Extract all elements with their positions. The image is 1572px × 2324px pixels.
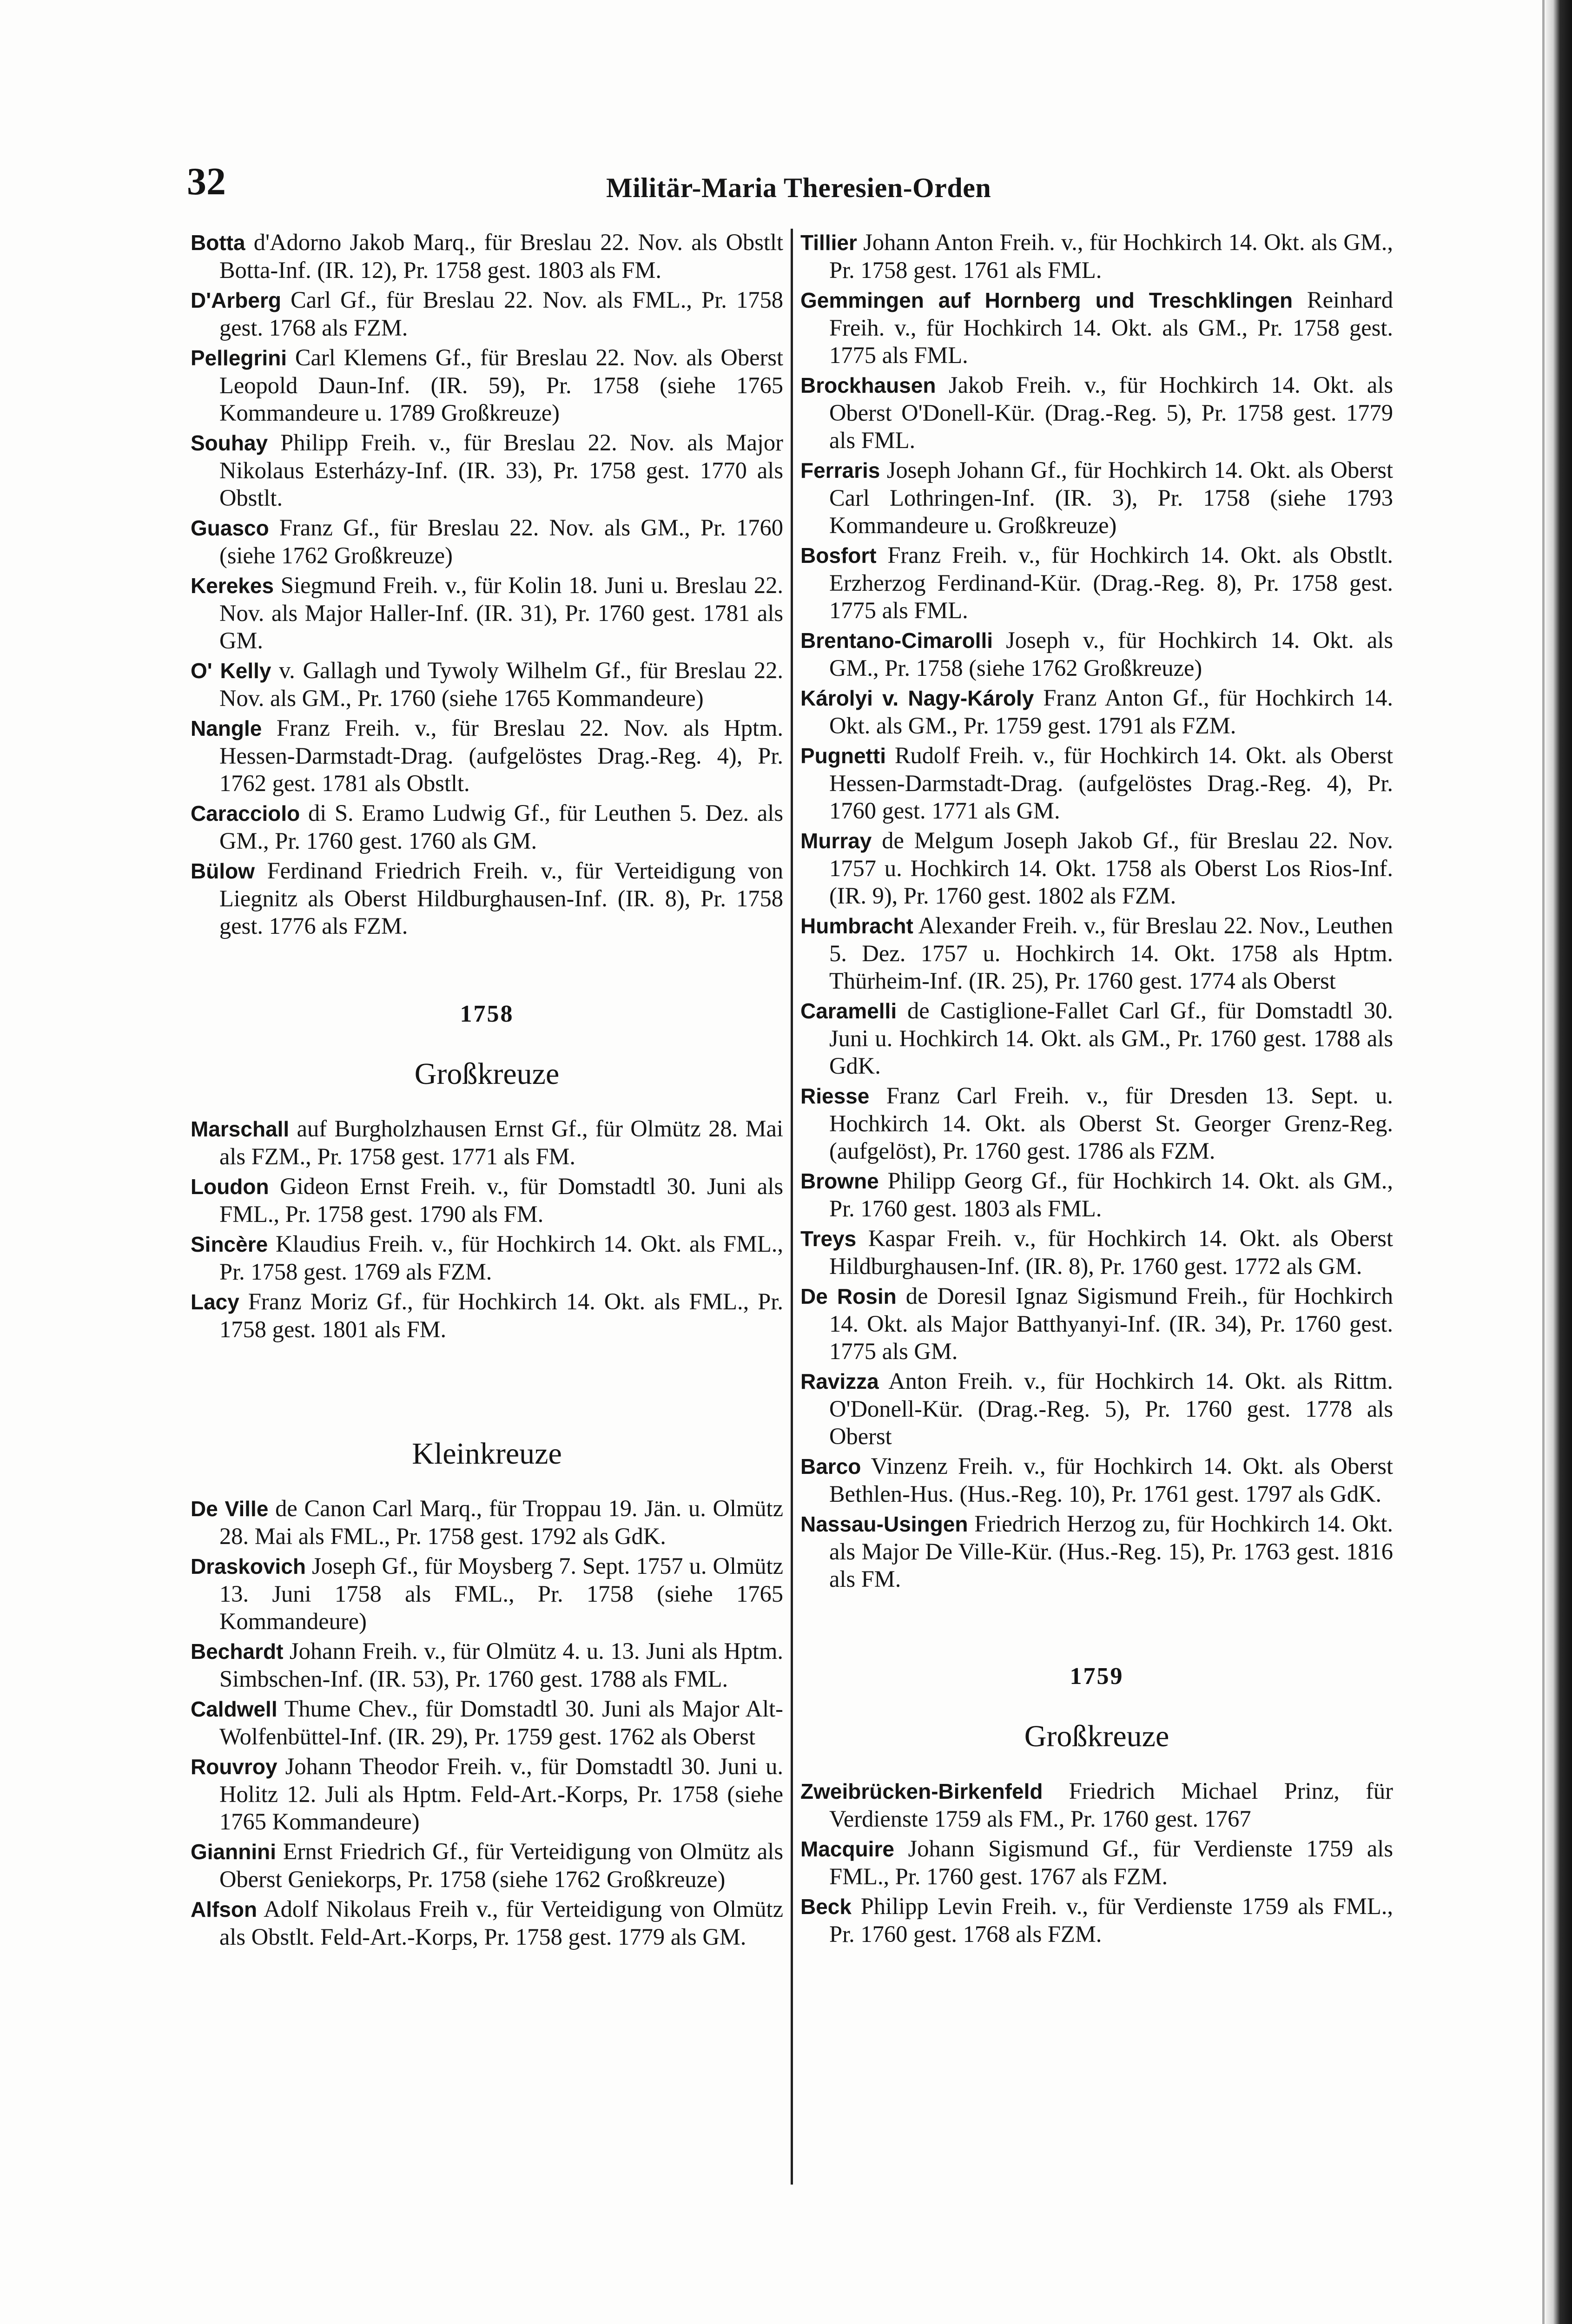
entry-name: Lacy [191, 1290, 239, 1314]
entry-text: Anton Freih. v., für Hochkirch 14. Okt. als Rittm. O'Donell-Kür. (Drag.-Reg. 5), Pr. 1760 gest. 1778 als Oberst [829, 1368, 1393, 1449]
entry-text: Ferdinand Friedrich Freih. v., für Verteidigung von Liegnitz als Oberst Hildburghausen-Inf. (IR. 8), Pr. 1758 gest. 1776 als FZM. [219, 858, 783, 939]
entry-text: Johann Anton Freih. v., für Hochkirch 14. Okt. als GM., Pr. 1758 gest. 1761 als FML. [829, 229, 1393, 283]
year-heading: 1759 [1070, 1663, 1124, 1690]
entry-text: de Castiglione-Fallet Carl Gf., für Domstadtl 30. Juni u. Hochkirch 14. Okt. als GM., Pr. 1760 gest. 1788 als GdK. [829, 997, 1393, 1079]
entry-text: Jakob Freih. v., für Hochkirch 14. Okt. als Oberst O'Donell-Kür. (Drag.-Reg. 5), Pr. 1758 gest. 1779 als FML. [829, 372, 1393, 453]
entry-text: auf Burgholzhausen Ernst Gf., für Olmütz 28. Mai als FZM., Pr. 1758 gest. 1771 als FM. [219, 1116, 783, 1169]
entry-name: Brentano-Cimarolli [800, 628, 993, 653]
register-entry [800, 1082, 1393, 1165]
entry-text: Alexander Freih. v., für Breslau 22. Nov., Leuthen 5. Dez. 1757 u. Hochkirch 14. Okt. 1758 als Hptm. Thürheim-Inf. (IR. 25), Pr. 1760 gest. 1774 als Oberst [829, 912, 1393, 994]
entry-name: Bosfort [800, 543, 877, 568]
register-entry [800, 1282, 1393, 1365]
entry-text: Rudolf Freih. v., für Hochkirch 14. Okt. als Oberst Hessen-Darmstadt-Drag. (aufgelöstes Drag.-Reg. 4), Pr. 1760 gest. 1771 als GM. [829, 742, 1393, 824]
register-entry [800, 541, 1393, 624]
entry-name: Souhay [191, 431, 268, 455]
running-head: Militär-Maria Theresien-Orden [606, 172, 991, 203]
entry-name: Barco [800, 1454, 861, 1479]
entry-name: Tillier [800, 231, 857, 255]
entry-text: Ernst Friedrich Gf., für Verteidigung von Olmütz als Oberst Geniekorps, Pr. 1758 (siehe 1762 Großkreuze) [219, 1838, 783, 1892]
entry-name: Treys [800, 1227, 857, 1251]
entry-text: Thume Chev., für Domstadtl 30. Juni als Major Alt-Wolfenbüttel-Inf. (IR. 29), Pr. 1759 gest. 1762 als Oberst [219, 1696, 783, 1750]
entry-text: Franz Carl Freih. v., für Dresden 13. Sept. u. Hochkirch 14. Okt. als Oberst St. Georger Grenz-Reg. (aufgelöst), Pr. 1760 gest. 1786 als FZM. [829, 1083, 1393, 1164]
entry-text: v. Gallagh und Tywoly Wilhelm Gf., für Breslau 22. Nov. als GM., Pr. 1760 (siehe 1765 Kommandeure) [219, 657, 783, 711]
register-entry [191, 1230, 783, 1286]
entry-name: Ferraris [800, 458, 880, 482]
entry-name: Botta [191, 231, 245, 255]
entry-text: Franz Freih. v., für Hochkirch 14. Okt. als Obstlt. Erzherzog Ferdinand-Kür. (Drag.-Reg. 8), Pr. 1758 gest. 1775 als FML. [829, 542, 1393, 623]
register-entry [191, 1552, 783, 1635]
entry-name: Beck [800, 1895, 852, 1919]
entry-name: Pellegrini [191, 346, 287, 370]
entry-name: Brockhausen [800, 373, 936, 397]
register-entry [191, 799, 783, 855]
entry-name: Bechardt [191, 1639, 284, 1664]
page-number: 32 [187, 160, 226, 203]
entry-name: Humbracht [800, 914, 913, 938]
entry-text: Siegmund Freih. v., für Kolin 18. Juni u. Breslau 22. Nov. als Major Haller-Inf. (IR. 31), Pr. 1760 gest. 1781 als GM. [219, 572, 783, 654]
entry-text: Johann Sigismund Gf., für Verdienste 1759 als FML., Pr. 1760 gest. 1767 als FZM. [829, 1835, 1393, 1889]
entry-text: Johann Theodor Freih. v., für Domstadtl 30. Juni u. Holitz 12. Juli als Hptm. Feld-Art.-Korps, Pr. 1758 (siehe 1765 Kommandeure) [219, 1753, 783, 1835]
entry-name: Pugnetti [800, 744, 886, 768]
register-entry [800, 1225, 1393, 1280]
entry-text: di S. Eramo Ludwig Gf., für Leuthen 5. Dez. als GM., Pr. 1760 gest. 1760 als GM. [219, 800, 783, 854]
register-entry [800, 229, 1393, 284]
entry-text: Philipp Freih. v., für Breslau 22. Nov. als Major Nikolaus Esterházy-Inf. (IR. 33), Pr. 1758 gest. 1770 als Obstlt. [219, 429, 783, 511]
entry-text: Kaspar Freih. v., für Hochkirch 14. Okt. als Oberst Hildburghausen-Inf. (IR. 8), Pr. 1760 gest. 1772 als GM. [829, 1225, 1393, 1279]
entry-text: Carl Gf., für Breslau 22. Nov. als FML., Pr. 1758 gest. 1768 als FZM. [219, 287, 783, 341]
register-entry [191, 1753, 783, 1835]
right-column [800, 229, 1393, 1950]
register-entry [800, 1367, 1393, 1450]
entry-text: Joseph Johann Gf., für Hochkirch 14. Okt. als Oberst Carl Lothringen-Inf. (IR. 3), Pr. 1758 (siehe 1793 Kommandeure u. Großkreuze) [829, 457, 1393, 538]
entry-text: Vinzenz Freih. v., für Hochkirch 14. Okt. als Oberst Bethlen-Hus. (Hus.-Reg. 10), Pr. 1761 gest. 1797 als GdK. [829, 1453, 1393, 1507]
register-entry [800, 1777, 1393, 1833]
entry-text: de Canon Carl Marq., für Troppau 19. Jän. u. Olmütz 28. Mai als FML., Pr. 1758 gest. 1792 als GdK. [219, 1495, 783, 1549]
entry-name: Sincère [191, 1232, 268, 1256]
column-divider [791, 229, 793, 2185]
entry-name: De Rosin [800, 1284, 897, 1308]
entry-name: De Ville [191, 1497, 269, 1521]
entry-name: O' Kelly [191, 659, 271, 683]
entry-text: Adolf Nikolaus Freih v., für Verteidigung von Olmütz als Obstlt. Feld-Art.-Korps, Pr. 1758 gest. 1779 als GM. [219, 1896, 783, 1950]
entry-text: Johann Freih. v., für Olmütz 4. u. 13. Juni als Hptm. Simbschen-Inf. (IR. 53), Pr. 1760 gest. 1788 als FML. [219, 1638, 783, 1692]
register-entry [191, 514, 783, 569]
register-entry [191, 1288, 783, 1343]
register-entry [191, 714, 783, 797]
register-entry [800, 1452, 1393, 1508]
entry-name: Loudon [191, 1175, 269, 1199]
entry-name: Riesse [800, 1084, 870, 1108]
register-entry [191, 657, 783, 712]
entry-text: Joseph Gf., für Moysberg 7. Sept. 1757 u. Olmütz 13. Juni 1758 als FML., Pr. 1758 (siehe 1765 Kommandeure) [219, 1553, 783, 1634]
entry-name: D'Arberg [191, 288, 281, 312]
register-entry [191, 1695, 783, 1750]
register-entry [800, 1510, 1393, 1593]
entry-name: Caracciolo [191, 801, 300, 825]
entry-name: Alfson [191, 1897, 258, 1921]
year-heading: 1758 [460, 1001, 514, 1027]
entry-text: Friedrich Herzog zu, für Hochkirch 14. Okt. als Major De Ville-Kür. (Hus.-Reg. 15), Pr. 1763 gest. 1816 als FM. [829, 1511, 1393, 1592]
register-entry [800, 912, 1393, 995]
page-edge-shadow [1542, 0, 1545, 2324]
entry-text: Franz Gf., für Breslau 22. Nov. als GM., Pr. 1760 (siehe 1762 Großkreuze) [219, 515, 783, 568]
entry-name: Murray [800, 829, 872, 853]
register-entry [800, 1835, 1393, 1890]
register-entry [191, 1495, 783, 1550]
entry-name: Giannini [191, 1840, 276, 1864]
register-entry [800, 1893, 1393, 1948]
register-entry [800, 684, 1393, 739]
entry-name: Ravizza [800, 1369, 879, 1393]
section-heading: Großkreuze [414, 1057, 560, 1091]
entry-name: Bülow [191, 859, 255, 883]
register-entry [800, 997, 1393, 1080]
register-entry [800, 742, 1393, 825]
register-entry [191, 429, 783, 512]
entry-name: Gemmingen auf Hornberg und Treschklingen [800, 288, 1293, 312]
entry-text: de Melgum Joseph Jakob Gf., für Breslau 22. Nov. 1757 u. Hochkirch 14. Okt. 1758 als Oberst Los Rios-Inf. (IR. 9), Pr. 1760 gest. 1802 als FZM. [829, 827, 1393, 909]
scan-edge [1545, 0, 1572, 2324]
entry-name: Draskovich [191, 1554, 306, 1578]
entry-text: Franz Moriz Gf., für Hochkirch 14. Okt. als FML., Pr. 1758 gest. 1801 als FM. [219, 1288, 783, 1342]
register-entry [191, 1115, 783, 1170]
register-entry [191, 572, 783, 654]
entry-name: Guasco [191, 516, 269, 540]
entry-name: Caramelli [800, 999, 897, 1023]
register-entry [800, 456, 1393, 539]
entry-name: Nassau-Usingen [800, 1512, 968, 1536]
entry-name: Rouvroy [191, 1755, 277, 1779]
entry-name: Macquire [800, 1837, 894, 1861]
left-column [191, 229, 783, 1953]
register-entry [191, 1173, 783, 1228]
register-entry [191, 286, 783, 342]
register-entry [800, 1167, 1393, 1222]
entry-text: Gideon Ernst Freih. v., für Domstadtl 30. Juni als FML., Pr. 1758 gest. 1790 als FM. [219, 1173, 783, 1227]
register-entry [191, 344, 783, 427]
register-entry [191, 229, 783, 284]
entry-text: Reinhard Freih. v., für Hochkirch 14. Okt. als GM., Pr. 1758 gest. 1775 als FML. [829, 287, 1393, 368]
register-entry [800, 286, 1393, 369]
entry-name: Browne [800, 1169, 879, 1193]
section-heading: Kleinkreuze [412, 1437, 562, 1471]
entry-name: Kerekes [191, 574, 274, 598]
entry-text: Franz Freih. v., für Breslau 22. Nov. als Hptm. Hessen-Darmstadt-Drag. (aufgelöstes Drag.-Reg. 4), Pr. 1762 gest. 1781 als Obstlt. [219, 715, 783, 796]
register-entry [800, 827, 1393, 910]
entry-text: Klaudius Freih. v., für Hochkirch 14. Okt. als FML., Pr. 1758 gest. 1769 als FZM. [219, 1231, 783, 1285]
register-entry [191, 1838, 783, 1893]
register-entry [191, 1637, 783, 1693]
entry-name: Zweibrücken-Birkenfeld [800, 1779, 1043, 1803]
entry-text: Carl Klemens Gf., für Breslau 22. Nov. als Oberst Leopold Daun-Inf. (IR. 59), Pr. 1758 (siehe 1765 Kommandeure u. 1789 Großkreuze) [219, 344, 783, 426]
entry-text: Joseph v., für Hochkirch 14. Okt. als GM., Pr. 1758 (siehe 1762 Großkreuze) [829, 627, 1393, 681]
section-heading: Großkreuze [1024, 1719, 1169, 1753]
entry-name: Nangle [191, 716, 262, 740]
entry-name: Károlyi v. Nagy-Károly [800, 686, 1034, 710]
entry-text: Friedrich Michael Prinz, für Verdienste 1759 als FM., Pr. 1760 gest. 1767 [829, 1778, 1393, 1832]
entry-text: Franz Anton Gf., für Hochkirch 14. Okt. als GM., Pr. 1759 gest. 1791 als FZM. [829, 685, 1393, 739]
entry-text: d'Adorno Jakob Marq., für Breslau 22. Nov. als Obstlt Botta-Inf. (IR. 12), Pr. 1758 gest. 1803 als FM. [219, 229, 783, 283]
register-entry [800, 627, 1393, 682]
register-entry [800, 371, 1393, 454]
register-entry [191, 857, 783, 940]
register-entry [191, 1895, 783, 1951]
entry-name: Caldwell [191, 1697, 277, 1721]
entry-text: Philipp Georg Gf., für Hochkirch 14. Okt. als GM., Pr. 1760 gest. 1803 als FML. [829, 1168, 1393, 1221]
entry-text: de Doresil Ignaz Sigismund Freih., für Hochkirch 14. Okt. als Major Batthyanyi-Inf. (IR. 34), Pr. 1760 gest. 1775 als GM. [829, 1283, 1393, 1364]
entry-text: Philipp Levin Freih. v., für Verdienste 1759 als FML., Pr. 1760 gest. 1768 als FZM. [829, 1893, 1393, 1947]
entry-name: Marschall [191, 1117, 290, 1141]
